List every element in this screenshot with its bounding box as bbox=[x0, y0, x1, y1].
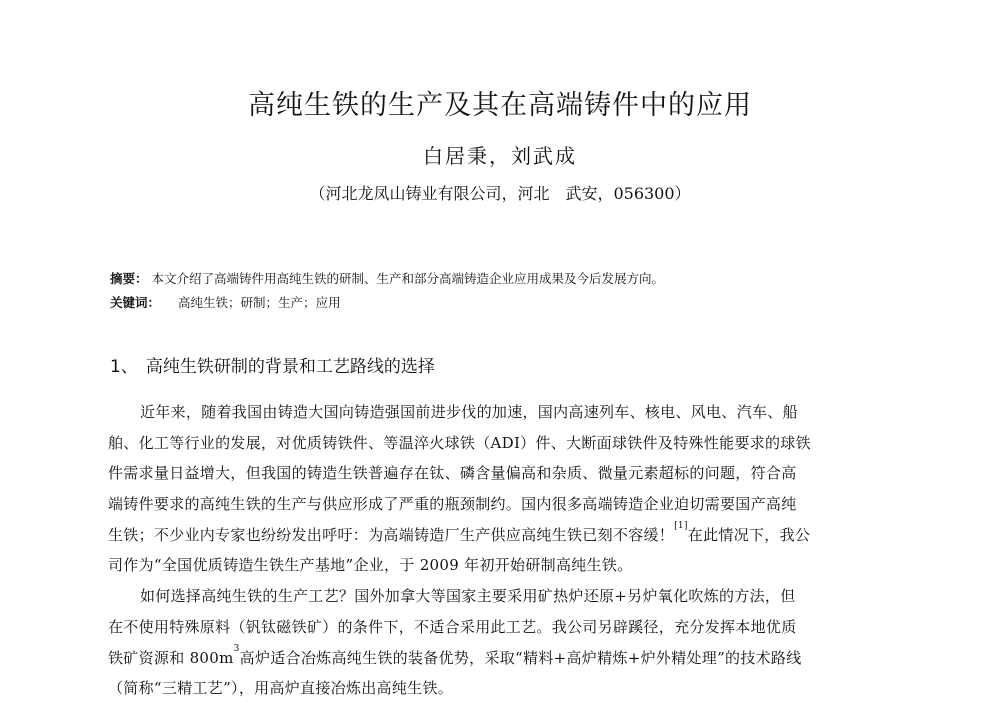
keyword-item: 研制； bbox=[240, 295, 279, 310]
abstract bbox=[110, 268, 910, 290]
paper-authors: 白居秉，刘武成 bbox=[423, 144, 577, 168]
body-line-text: 铁矿资源和 800m bbox=[108, 648, 234, 667]
citation-ref: [1] bbox=[674, 520, 688, 531]
section-number: 1、 bbox=[110, 357, 138, 377]
body-text bbox=[108, 397, 898, 704]
paper-affiliation: （河北龙凤山铸业有限公司，河北 武安，056300） bbox=[309, 184, 691, 203]
body-line bbox=[108, 520, 898, 551]
keyword-item: 高纯生铁； bbox=[178, 295, 241, 310]
body-line: 件需求量日益增大，但我国的铸造生铁普遍存在钛、磷含量偏高和杂质、微量元素超标的问题，符合高 bbox=[108, 464, 797, 483]
body-line: 端铸件要求的高纯生铁的生产与供应形成了严重的瓶颈制约。国内很多高端铸造企业迫切需要国产高纯 bbox=[108, 495, 797, 514]
body-line bbox=[108, 643, 898, 674]
section-title: 高纯生铁研制的背景和工艺路线的选择 bbox=[145, 357, 435, 377]
abstract-text: 本文介绍了高端铸件用高纯生铁的研制、生产和部分高端铸造企业应用成果及今后发展方向。 bbox=[151, 271, 665, 286]
body-line: 司作为“全国优质铸造生铁生产基地”企业，于 2009 年初开始研制高纯生铁。 bbox=[108, 556, 633, 575]
body-line: 如何选择高纯生铁的生产工艺？国外加拿大等国家主要采用矿热炉还原+另炉氧化吹炼的方法，但 bbox=[140, 587, 796, 606]
body-line-text: 在此情况下，我公 bbox=[687, 525, 811, 544]
body-line: （简称“三精工艺”），用高炉直接冶炼出高纯生铁。 bbox=[108, 679, 454, 698]
paper-title: 高纯生铁的生产及其在高端铸件中的应用 bbox=[248, 90, 752, 121]
superscript: 3 bbox=[233, 643, 240, 654]
body-line: 近年来，随着我国由铸造大国向铸造强国前进步伐的加速，国内高速列车、核电、风电、汽车、船 bbox=[140, 403, 798, 421]
keyword-item: 生产； bbox=[278, 295, 316, 310]
body-line: 在不使用特殊原料（钒钛磁铁矿）的条件下，不适合采用此工艺。我公司另辟蹊径，充分发挥本地优质 bbox=[108, 617, 797, 636]
body-line: 舶、化工等行业的发展，对优质铸铁件、等温淬火球铁（ADI）件、大断面球铁件及特殊性能要求的球铁 bbox=[108, 433, 811, 452]
body-line-text: 高炉适合冶炼高纯生铁的装备优势，采取“精料+高炉精炼+炉外精处理”的技术路线 bbox=[239, 648, 802, 667]
body-line-text: 生铁；不少业内专家也纷纷发出呼吁：为高端铸造厂生产供应高纯生铁已刻不容缓！ bbox=[108, 525, 675, 544]
abstract-label: 摘要： bbox=[110, 271, 148, 286]
keyword-item: 应用 bbox=[315, 295, 341, 310]
section-heading bbox=[110, 354, 435, 380]
keywords-label: 关键词： bbox=[110, 295, 161, 310]
keywords bbox=[110, 292, 910, 314]
